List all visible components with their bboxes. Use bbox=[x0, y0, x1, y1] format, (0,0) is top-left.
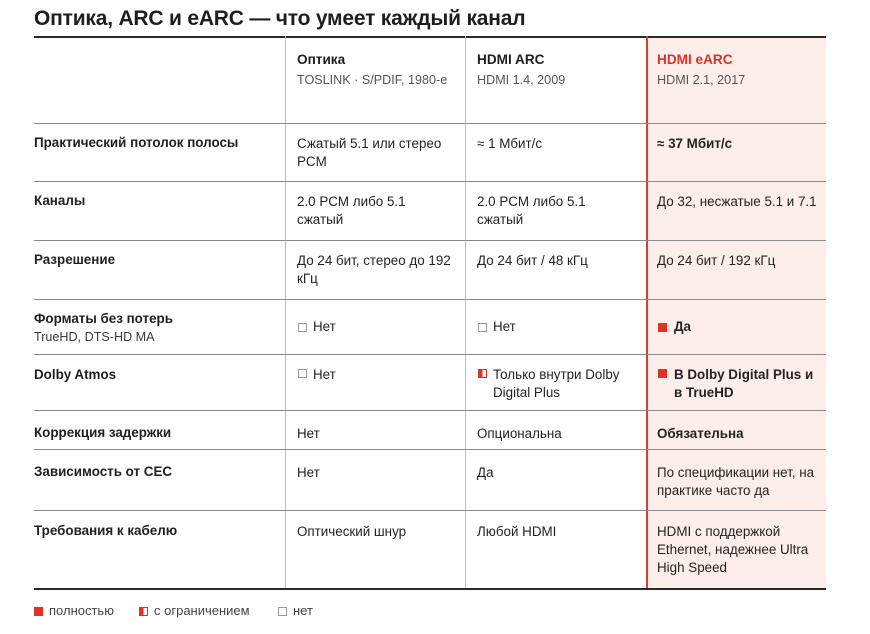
full-support-marker-icon bbox=[658, 323, 667, 332]
table-cell: Нет bbox=[493, 319, 516, 334]
table-bottom-rule bbox=[34, 588, 826, 590]
table-cell: 2.0 PCM либо 5.1 сжатый bbox=[297, 194, 406, 227]
row-label: Коррекция задержки bbox=[34, 425, 172, 440]
table-cell: ≈ 1 Мбит/с bbox=[477, 136, 543, 151]
table-cell: Только внутри Dolby Digital Plus bbox=[493, 367, 620, 400]
table-cell: До 24 бит / 192 кГц bbox=[657, 253, 776, 268]
column-title: HDMI ARC bbox=[477, 52, 545, 67]
row-label: Зависимость от CEC bbox=[34, 464, 173, 479]
full-support-marker-icon bbox=[34, 607, 43, 616]
table-cell: ≈ 37 Мбит/с bbox=[657, 136, 733, 151]
row-label: Требования к кабелю bbox=[34, 523, 178, 538]
table-cell: HDMI с поддержкой Ethernet, надежнее Ultra High Speed bbox=[657, 524, 809, 575]
column-subtitle: TOSLINK · S/PDIF, 1980-е bbox=[297, 73, 448, 87]
table-cell: Да bbox=[674, 319, 691, 334]
comparison-table bbox=[34, 36, 826, 590]
table-cell: 2.0 PCM либо 5.1 сжатый bbox=[477, 194, 586, 227]
row-divider bbox=[34, 449, 826, 450]
table-cell: До 24 бит / 48 кГц bbox=[477, 253, 588, 268]
page-title: Оптика, ARC и eARC — что умеет каждый канал bbox=[34, 7, 526, 30]
table-cell: По спецификации нет, на практике часто да bbox=[657, 465, 815, 498]
legend-label: нет bbox=[293, 603, 313, 618]
table-cell: До 32, несжатые 5.1 и 7.1 bbox=[657, 194, 817, 209]
earc-column-highlight bbox=[646, 36, 826, 590]
column-subtitle: HDMI 1.4, 2009 bbox=[477, 73, 566, 87]
table-cell: Опциональна bbox=[477, 426, 562, 441]
no-support-marker-icon bbox=[278, 607, 287, 616]
column-divider bbox=[285, 36, 286, 590]
row-divider bbox=[34, 299, 826, 300]
full-support-marker-icon bbox=[658, 369, 667, 378]
column-header-arc bbox=[477, 51, 637, 91]
table-cell: Нет bbox=[297, 465, 320, 480]
earc-column-border bbox=[646, 36, 648, 590]
row-divider bbox=[34, 240, 826, 241]
table-cell: Нет bbox=[313, 367, 336, 382]
row-divider bbox=[34, 123, 826, 124]
table-cell: Да bbox=[477, 465, 494, 480]
row-label: Dolby Atmos bbox=[34, 367, 117, 382]
table-cell: В Dolby Digital Plus и в TrueHD bbox=[674, 367, 814, 400]
row-sublabel: TrueHD, DTS-HD MA bbox=[34, 330, 155, 344]
partial-support-marker-icon bbox=[139, 607, 148, 616]
column-subtitle: HDMI 2.1, 2017 bbox=[657, 73, 746, 87]
no-support-marker-icon bbox=[478, 323, 487, 332]
column-divider bbox=[465, 36, 466, 590]
column-header-optical bbox=[297, 51, 457, 91]
table-cell: Оптический шнур bbox=[297, 524, 407, 539]
row-divider bbox=[34, 410, 826, 411]
table-top-rule bbox=[34, 36, 826, 38]
row-label: Практический потолок полосы bbox=[34, 135, 239, 150]
table-cell: Нет bbox=[313, 319, 336, 334]
table-cell: Любой HDMI bbox=[477, 524, 557, 539]
row-divider bbox=[34, 181, 826, 182]
row-label: Форматы без потерь bbox=[34, 311, 173, 326]
row-label-group bbox=[34, 310, 274, 346]
row-label: Каналы bbox=[34, 193, 86, 208]
column-title: HDMI eARC bbox=[657, 52, 733, 67]
partial-support-marker-icon bbox=[478, 369, 487, 378]
table-cell: Обязательна bbox=[657, 426, 744, 441]
no-support-marker-icon bbox=[298, 369, 307, 378]
row-divider bbox=[34, 354, 826, 355]
row-label: Разрешение bbox=[34, 252, 116, 267]
table-cell: Сжатый 5.1 или стерео PCM bbox=[297, 136, 442, 169]
column-header-earc bbox=[657, 51, 817, 91]
table-cell: Нет bbox=[297, 426, 320, 441]
no-support-marker-icon bbox=[298, 323, 307, 332]
table-cell: До 24 бит, стерео до 192 кГц bbox=[297, 253, 451, 286]
legend-label: полностью bbox=[49, 603, 114, 618]
legend-label: с ограничением bbox=[154, 603, 250, 618]
row-divider bbox=[34, 510, 826, 511]
column-title: Оптика bbox=[297, 52, 346, 67]
